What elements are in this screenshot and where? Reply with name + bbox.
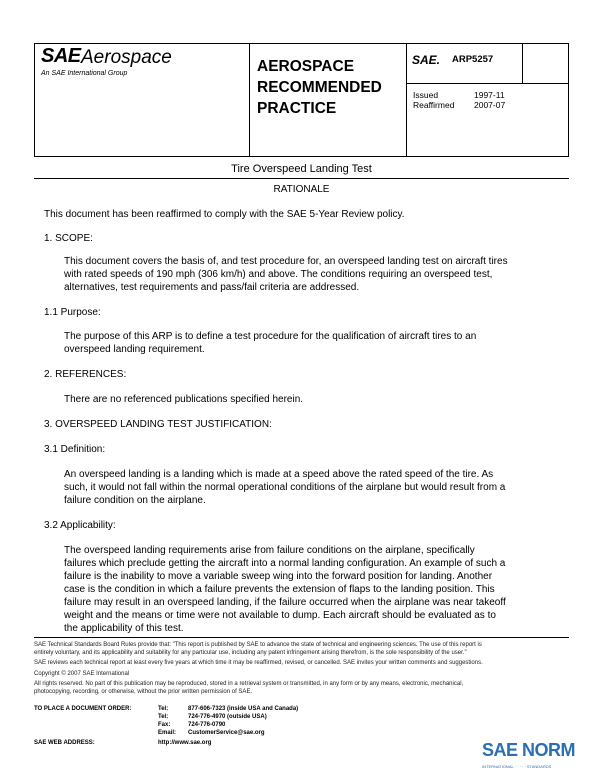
section-heading: 1. SCOPE: [44, 233, 93, 244]
rationale-heading: RATIONALE [273, 184, 330, 195]
aerospace-logo-text: Aerospace [81, 47, 172, 68]
header-divider [249, 43, 250, 157]
section-heading: 2. REFERENCES: [44, 369, 127, 380]
email-link[interactable]: CustomerService@sae.org [188, 730, 265, 736]
paragraph: There are no referenced publications specified herein. [64, 394, 304, 405]
date-labels: Issued Reaffirmed [413, 90, 455, 110]
document-number: ARP5257 [452, 54, 494, 65]
order-label: TO PLACE A DOCUMENT ORDER: [34, 706, 132, 712]
section-heading: 3.2 Applicability: [44, 520, 116, 531]
footer-rule [34, 637, 569, 638]
sae-mark: SAE. [412, 53, 441, 67]
section-heading: 3.1 Definition: [44, 444, 106, 455]
web-link[interactable]: http://www.sae.org [158, 740, 212, 746]
header-divider [522, 43, 523, 84]
paragraph: The purpose of this ARP is to define a test procedure for the qualification of aircraft tires to an overspeed landing requirement. [64, 331, 477, 355]
header-divider [406, 83, 569, 84]
rationale-text: This document has been reaffirmed to comply with the SAE 5-Year Review policy. [44, 209, 405, 220]
footer-notice: SAE Technical Standards Board Rules provide that: "This report is published by SAE to advance the state of technical and engineering sciences. The use of this report is entirely voluntary, and its applicability and suitability for any particular use, including any patent infringement arising therefrom, is the sole responsibility of the user." SAE reviews each technical report at least every five years at which time it may be reaffirmed, revised, or cancelled. SAE invites your written comments and suggestions. Copyright © 2007 SAE International All rights reserved. No part of this publication may be reproduced, stored in a retrieval system or transmitted, in any form or by any means, electronic, mechanical, photocopying, recording, or otherwise, without the prior written permission of SAE. [34, 642, 483, 695]
section-heading: 3. OVERSPEED LANDING TEST JUSTIFICATION: [44, 419, 272, 430]
sae-logo: SAE [41, 45, 81, 67]
contact-labels: Tel: Tel: Fax: Email: [158, 706, 177, 736]
paragraph: An overspeed landing is a landing which is made at a speed above the rated speed of the tire. As such, it would not fall within the normal operational conditions of the airplane but would result from a failure condition on the airplane. [64, 469, 506, 506]
contact-values: 877-606-7323 (inside USA and Canada) 724-776-4970 (outside USA) 724-776-0790 CustomerService@sae.org [188, 706, 299, 736]
web-label: SAE WEB ADDRESS: [34, 740, 95, 746]
logo-subtitle: An SAE International Group [41, 70, 128, 77]
sae-norm-subtitle: INTERNATIONAL · · · · · STANDARDS [482, 764, 552, 769]
page-title: Tire Overspeed Landing Test [231, 163, 372, 175]
title-rule [34, 178, 569, 179]
document-type: AEROSPACE RECOMMENDED PRACTICE [257, 58, 382, 117]
date-values: 1997-11 2007-07 [474, 90, 506, 110]
section-heading: 1.1 Purpose: [44, 307, 101, 318]
sae-norm-logo: SAE NORM [482, 740, 576, 760]
paragraph: This document covers the basis of, and test procedure for, an overspeed landing test on aircraft tires with rated speeds of 190 mph (306 km/h) and above. The conditions requiring an overspeed test, alternatives, test requirements and pass/fail criteria are addressed. [64, 256, 508, 293]
paragraph: The overspeed landing requirements arise from failure conditions on the airplane, specifically failures which preclude getting the aircraft into a normal landing configuration. An example of such a failure is the inability to move a variable sweep wing into the forward position for landing. Another case is the condition in which a failure prevents the extension of flaps to the landing position. This failure may result in an overspeed landing, if the failure occurred when the airplane was near takeoff weight and the means or time were not available to dump. Each aircraft should be evaluated as to the applicability of this test. [64, 545, 506, 634]
